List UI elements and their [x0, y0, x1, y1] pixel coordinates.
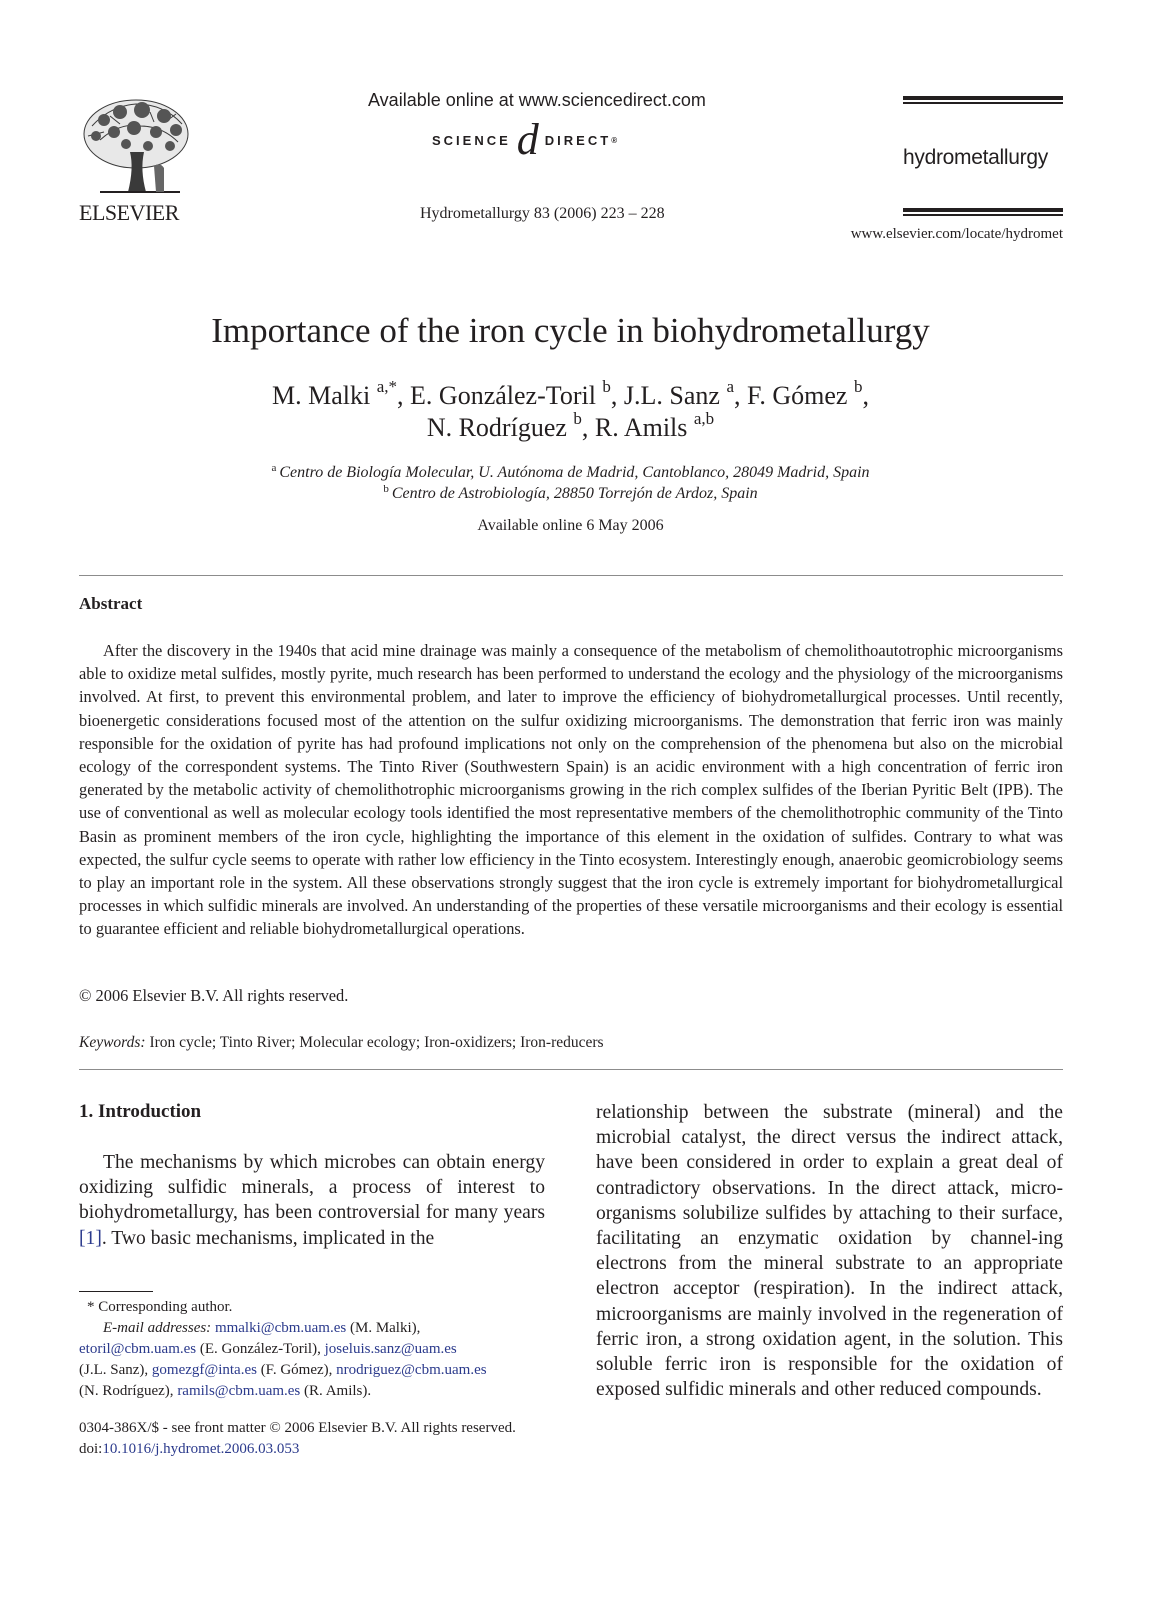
affiliation-text: Centro de Astrobiología, 28850 Torrejón de Ardoz, Spain [391, 485, 758, 502]
author-list [0, 377, 1141, 444]
footnote-rule [79, 1291, 153, 1292]
issn-line: 0304-386X/$ - see front matter © 2006 Elsevier B.V. All rights reserved. [79, 1420, 516, 1436]
citation-link[interactable]: [1] [79, 1227, 102, 1249]
divider [79, 575, 1063, 576]
available-online-site[interactable]: Available online at www.sciencedirect.com [368, 90, 706, 110]
section-heading: 1. Introduction [79, 1101, 202, 1122]
author-name: M. Malki [272, 381, 377, 410]
author-affil-mark[interactable]: a,* [376, 377, 398, 396]
email-owner: (M. Malki), [346, 1320, 421, 1336]
sd-logo-registered: ® [611, 135, 618, 145]
header-rule-bottom [903, 208, 1063, 216]
sd-logo-right: DIRECT [544, 132, 612, 148]
email-link[interactable]: ramils@cbm.uam.es [177, 1383, 301, 1399]
corresponding-author: * Corresponding author. [87, 1299, 233, 1315]
email-link[interactable]: gomezgf@inta.es [151, 1362, 257, 1378]
journal-reference: Hydrometallurgy 83 (2006) 223 – 228 [420, 205, 665, 222]
article-title: Importance of the iron cycle in biohydrometallurgy [211, 311, 930, 350]
email-label: E-mail addresses: [103, 1320, 212, 1336]
author-affil-mark[interactable]: a,b [693, 409, 715, 428]
header-rule-top [903, 96, 1063, 104]
affiliation-text: Centro de Biología Molecular, U. Autónoma de Madrid, Cantoblanco, 28049 Madrid, Spain [279, 464, 870, 481]
journal-url[interactable]: www.elsevier.com/locate/hydromet [850, 226, 1063, 242]
email-link[interactable]: mmalki@cbm.uam.es [214, 1320, 347, 1336]
author-name: R. Amils [594, 413, 694, 442]
intro-text: . Two basic mechanisms, implicated in the [101, 1227, 435, 1249]
sciencedirect-logo[interactable] [432, 115, 618, 164]
email-link[interactable]: joseluis.sanz@uam.es [324, 1341, 457, 1357]
doi-line [79, 1439, 299, 1460]
email-owner: (N. Rodríguez), [79, 1383, 178, 1399]
sd-logo-left: SCIENCE [432, 132, 511, 148]
abstract-heading: Abstract [79, 594, 143, 613]
author-separator: , [862, 381, 869, 410]
publisher-name: ELSEVIER [79, 200, 179, 225]
intro-paragraph-right: relationship between the substrate (mineral) and the microbial catalyst, the direct versus the indirect attack, have been considered in order to explain a great deal of contradictory observations. In the direct attack, micro-organisms solubilize sulfides by attaching to their surface, facilitating an enzymatic oxidation by channel-ing electrons from the mineral substrate to an appropriate electron acceptor (respiration). In the indirect attack, microorganisms are mainly involved in the regeneration of ferric iron, a strong oxidation agent, in the solution. This soluble ferric iron is responsible for the oxidation of exposed sulfidic minerals and other reduced compounds. [596, 1102, 1063, 1401]
available-online-date: Available online 6 May 2006 [477, 517, 664, 534]
author-name: N. Rodríguez [426, 413, 574, 442]
divider [79, 1069, 1063, 1070]
email-line-2 [79, 1339, 457, 1360]
doi-label: doi: [79, 1441, 103, 1457]
keywords-text: Iron cycle; Tinto River; Molecular ecology; Iron-oxidizers; Iron-reducers [149, 1034, 604, 1051]
intro-text: The mechanisms by which microbes can obtain energy oxidizing sulfidic minerals, a process of interest to biohydrometallurgy, has been controversial for many years [79, 1152, 545, 1224]
email-line-3 [79, 1360, 487, 1381]
affiliation-a [0, 464, 1141, 482]
author-separator: , [734, 381, 748, 410]
email-owner: (F. Gómez), [256, 1362, 337, 1378]
authors-line-1 [0, 377, 1141, 412]
author-name: F. Gómez [747, 381, 854, 410]
email-owner: (E. González-Toril), [196, 1341, 325, 1357]
sd-logo-mark: d [516, 115, 539, 164]
doi-link[interactable]: 10.1016/j.hydromet.2006.03.053 [102, 1441, 300, 1457]
abstract-copyright: © 2006 Elsevier B.V. All rights reserved. [79, 986, 349, 1005]
author-separator: , [581, 413, 595, 442]
author-affil-mark[interactable]: b [573, 409, 582, 428]
keywords-label: Keywords: [79, 1034, 146, 1051]
affiliation-b [0, 485, 1141, 503]
email-link[interactable]: etoril@cbm.uam.es [79, 1341, 197, 1357]
author-affil-mark[interactable]: a [726, 377, 735, 396]
keywords [79, 1034, 604, 1052]
intro-paragraph-left [79, 1150, 545, 1251]
email-line-1 [79, 1318, 420, 1339]
journal-name: hydrometallurgy [903, 146, 1048, 169]
author-name: J.L. Sanz [623, 381, 727, 410]
affiliation-mark: a [271, 462, 277, 474]
abstract-text: After the discovery in the 1940s that acid mine drainage was mainly a consequence of the metabolism of chemolithoautotrophic microorganisms able to oxidize metal sulfides, mostly pyrite, much research has been performed to understand the ecology and the physiology of the microorganisms involved. At first, to prevent this environmental problem, and later to improve the efficiency of biohydrometallurgical processes. Until recently, bioenergetic considerations focused most of the attention on the sulfur oxidizing microorganisms. The demonstration that ferric iron was mainly responsible for the oxidation of pyrite has had profound implications not only on the comprehension of the phenomena but also on the microbial ecology of the correspondent systems. The Tinto River (Southwestern Spain) is an acidic environment with a high concentration of ferric iron generated by the metabolic activity of chemolithotrophic microorganisms growing in the rich complex sulfides of the Iberian Pyritic Belt (IPB). The use of conventional as well as molecular ecology tools identified the most representative members of the chemolithotrophic community of the Tinto Basin as prominent members of the iron cycle, highlighting the importance of this element in the oxidation of sulfides. Contrary to what was expected, the sulfur cycle seems to operate with rather low efficiency in the Tinto ecosystem. Interestingly enough, anaerobic geomicrobiology seems to play an important role in the system. All these observations strongly suggest that the iron cycle is extremely important for biohydrometallurgical processes in which sulfidic minerals are involved. An understanding of the properties of these versatile microorganisms and their ecology is essential to guarantee efficient and reliable biohydrometallurgical operations. [79, 641, 1063, 939]
email-owner: (J.L. Sanz), [79, 1362, 152, 1378]
author-name: E. González-Toril [410, 381, 603, 410]
author-affil-mark[interactable]: b [853, 377, 863, 396]
email-link[interactable]: nrodriguez@cbm.uam.es [336, 1362, 487, 1378]
authors-line-2 [0, 409, 1141, 444]
email-owner: (R. Amils). [300, 1383, 372, 1399]
author-separator: , [610, 381, 624, 410]
author-separator: , [397, 381, 411, 410]
email-line-4 [79, 1381, 371, 1402]
author-affil-mark[interactable]: b [602, 377, 611, 396]
affiliation-mark: b [383, 483, 389, 495]
